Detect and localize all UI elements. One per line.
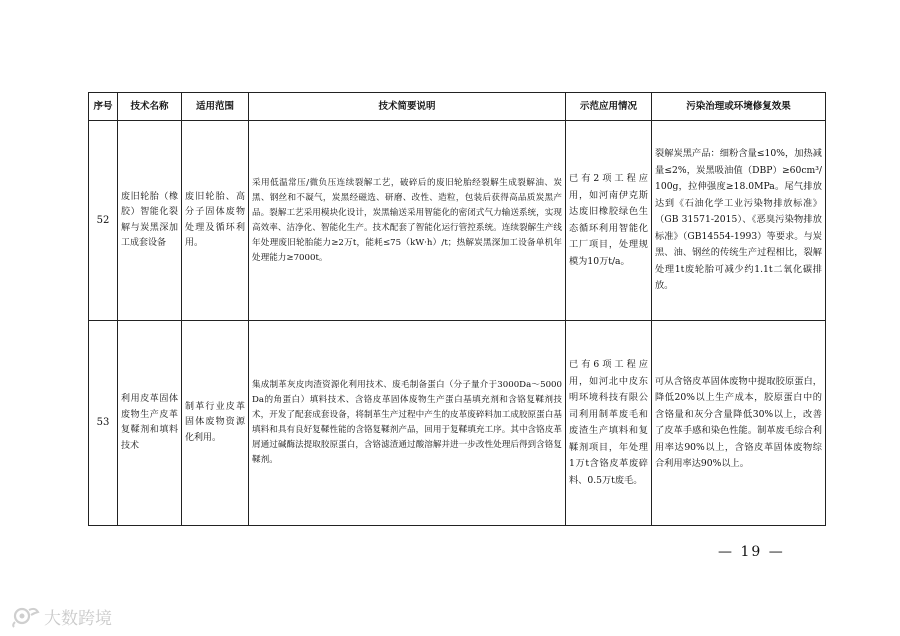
header-effect: 污染治理或环境修复效果 <box>652 93 826 121</box>
header-scope: 适用范围 <box>182 93 249 121</box>
header-no: 序号 <box>89 93 118 121</box>
description-cell: 采用低温常压/微负压连续裂解工艺，破碎后的废旧轮胎经裂解生成裂解油、炭黑、钢丝和不凝气，炭黑经磁选、研磨、改性、造粒，包装后获得高品质炭黑产品。裂解工艺采用模块化设计，炭黑输送采用智能化的密闭式气力输送系统，实现高效率、洁净化、智能化生产。技术配套了智能化运行管控系统。连续裂解生产线年处理废旧轮胎能力≥2万t，能耗≤75（kW·h）/t；热解炭黑深加工设备单机年处理能力≥7000t。 <box>249 121 566 321</box>
watermark <box>10 603 112 629</box>
page-number: — 19 — <box>718 544 785 560</box>
technology-table <box>88 92 826 526</box>
effect-cell: 可从含铬皮革固体废物中提取胶原蛋白，降低20%以上生产成本，胶原蛋白中的含铬量和灰分含量降低30%以上，改善了皮革手感和染色性能。制革废毛综合利用率达90%以上，含铬皮革固体废物综合利用率达90%以上。 <box>652 321 826 526</box>
row-number: 52 <box>89 121 118 321</box>
scope-cell: 制革行业皮革固体废物资源化利用。 <box>182 321 249 526</box>
header-description: 技术简要说明 <box>249 93 566 121</box>
demo-application-cell: 已有2项工程应用，如河南伊克斯达废旧橡胶绿色生态循环利用智能化工厂项目，处理规模为10万t/a。 <box>566 121 652 321</box>
header-demo-application: 示范应用情况 <box>566 93 652 121</box>
watermark-text: 大数跨境 <box>44 608 112 629</box>
row-number: 53 <box>89 321 118 526</box>
table-row <box>89 121 826 321</box>
table-row <box>89 321 826 526</box>
header-tech-name: 技术名称 <box>118 93 182 121</box>
effect-cell: 裂解炭黑产品：细粉含量≤10%，加热减量≤2%，炭黑吸油值（DBP）≥60cm³/100g，拉伸强度≥18.0MPa。尾气排放达到《石油化学工业污染物排放标准》（GB 31571-2015）、《恶臭污染物排放标准》（GB14554-1993）等要求。与炭黑、油、钢丝的传统生产过程相比，裂解处理1t废轮胎可减少约1.1t二氧化碳排放。 <box>652 121 826 321</box>
tech-name-cell: 废旧轮胎（橡胶）智能化裂解与炭黑深加工成套设备 <box>118 121 182 321</box>
description-cell: 集成制革灰皮肉渣资源化利用技术、废毛制备蛋白（分子量介于3000Da～5000Da的角蛋白）填料技术、含铬皮革固体废物生产蛋白基填充剂和含铬复鞣剂技术，开发了配套成套设备，将制革生产过程中产生的皮革废碎料加工成胶原蛋白基填料和具有良好复鞣性能的含铬复鞣剂产品，回用于复鞣填充工序。其中含铬皮革屑通过碱酶法提取胶原蛋白，含铬滤渣通过酸溶解并进一步改性处理后得到含铬复鞣剂。 <box>249 321 566 526</box>
tech-name-cell: 利用皮革固体废物生产皮革复鞣剂和填料技术 <box>118 321 182 526</box>
gear-flower-logo-icon <box>10 604 40 628</box>
demo-application-cell: 已有6项工程应用，如河北中皮东明环境科技有限公司利用制革废毛和废渣生产填料和复鞣剂项目，年处理1万t含铬皮革废碎料、0.5万t废毛。 <box>566 321 652 526</box>
scope-cell: 废旧轮胎、高分子固体废物处理及循环利用。 <box>182 121 249 321</box>
table-header-row <box>89 93 826 121</box>
